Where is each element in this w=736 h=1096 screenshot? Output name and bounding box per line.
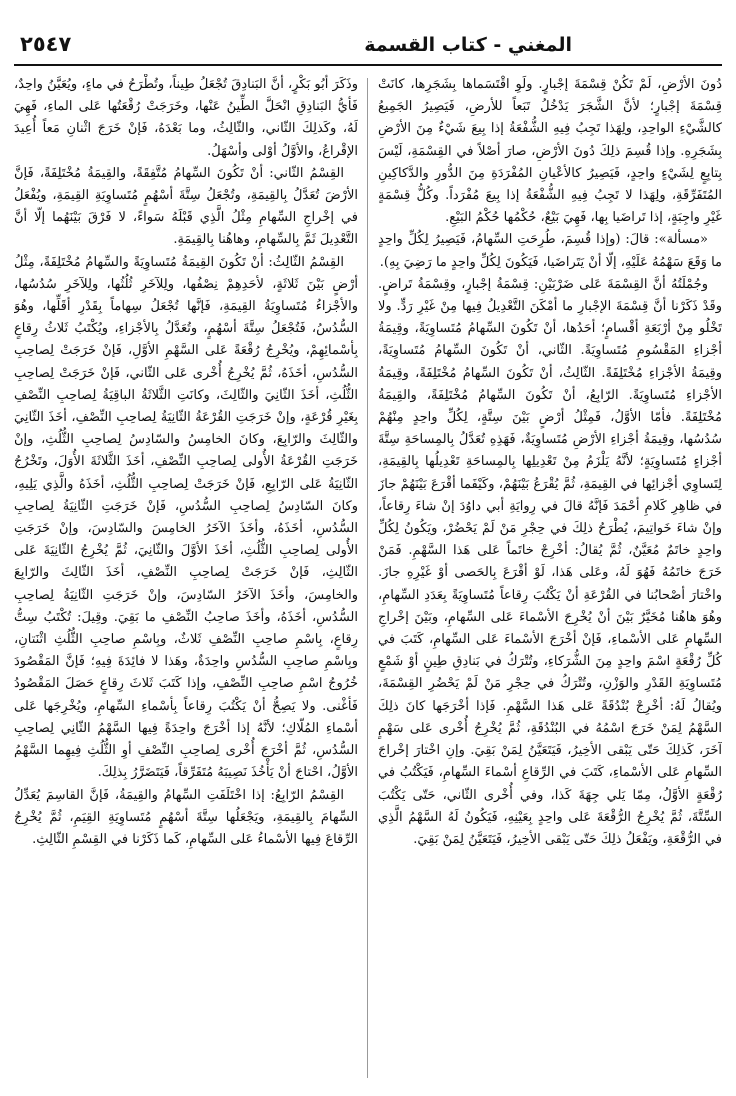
paragraph: القِسْمُ الثّاني: أنْ تَكُونَ السِّهامُ مُتَّفِقَةً، والقِيمَةُ مُخْتَلِفَةً، فَإنَّ الأرْضَ تُعَدَّلُ بِالقِيمَةِ، وتُجْعَلُ سِتَّةَ أسْهُمٍ مُتَساوِيَةِ القِيمَةِ، ويُفْعَلُ في إخْراجِ السِّهامِ مِثْلُ الَّذِي قَبْلَهُ سَواءً، لا فَرْقَ بَيْنَهُما إلّا أنَّ التَّعْدِيلَ ثَمَّ بِالسِّهامِ، وهاهُنا بِالقِيمَةِ. xyxy=(14,165,358,248)
right-column xyxy=(378,74,722,1084)
paragraph: القِسْمُ الرّابِعُ: إذا اخْتَلَفَتِ السِّهامُ والقِيمَةُ، فَإنَّ القاسِمَ يُعَدِّلُ السِّهامَ بِالقِيمَةِ، ويَجْعَلُها سِتَّةَ أسْهُمٍ مُتَساوِيَةِ القِيَمِ، ثُمَّ يُخْرِجُ الرِّقاعَ فِيها الأسْماءُ عَلى السِّهامِ، كَما ذَكَرْنا في القِسْمِ الثّالِثِ. xyxy=(14,787,358,847)
paragraph: القِسْمُ الثّالِثُ: أنْ تَكُونَ القِيمَةُ مُتَساوِيَةً والسِّهامُ مُخْتَلِفَةً، مِثْلُ أرْضٍ بَيْنَ ثَلاثَةٍ، لأحَدِهِمْ نِصْفُها، ولِلآخَرِ ثُلُثُها، ولِلآخَرِ سُدُسُها، والأجْزاءُ مُتَساوِيَةُ القِيمَةِ، فَإنَّها تُجْعَلُ سِهاماً بِقَدْرِ أقَلِّها، وهُوَ السُّدُسُ، فَتُجْعَلُ سِتَّةَ أسْهُمٍ، وتُعَدَّلُ بِالأجْزاءِ، ويُكْتَبُ ثَلاثُ رِقاعٍ بِأسْمائِهِمْ، ويُخْرِجُ رُقْعَةً عَلى السَّهْمِ الأوَّلِ، فَإنْ خَرَجَتْ لِصاحِبِ السُّدُسِ، أخَذَهُ، ثُمَّ يُخْرِجُ أُخْرى عَلى الثّاني، فَإنْ خَرَجَتْ لِصاحِبِ الثُّلُثِ، أخَذَ الثّانِيَ والثّالِثَ، وكانَتِ الثَّلاثَةُ الباقِيَةُ لِصاحِبِ النِّصْفِ بِغَيْرِ قُرْعَةٍ، وإنْ خَرَجَتِ القُرْعَةُ الثّانِيَةُ لِصاحِبِ النِّصْفِ، أخَذَ الثّانِيَ والثّالِثَ والرّابِعَ، وكانَ الخامِسُ والسّادِسُ لِصاحِبِ الثُّلُثِ، وإنْ خَرَجَتِ القُرْعَةُ الأُولى لِصاحِبِ النِّصْفِ، أخَذَ الثَّلاثَةَ الأُوَلَ، وتَخْرُجُ الثّانِيَةُ عَلى الرّابِعِ، فَإنْ خَرَجَتْ لِصاحِبِ الثُّلُثِ، أخَذَهُ والَّذِي يَلِيهِ، وكانَ السّادِسُ لِصاحِبِ السُّدُسِ، فَإنْ خَرَجَتِ الثّانِيَةُ لِصاحِبِ السُّدُسِ، أخَذَهُ، وأخَذَ الآخَرُ الخامِسَ والسّادِسَ، وإنْ خَرَجَتِ الأُولى لِصاحِبِ الثُّلُثِ، أخَذَ الأوَّلَ والثّانِيَ، ثُمَّ يُخْرِجُ الثّانِيَةَ عَلى الثّالِثِ، فَإنْ خَرَجَتْ لِصاحِبِ النِّصْفِ، أخَذَ الثّالِثَ والرّابِعَ والخامِسَ، وأخَذَ الآخَرُ السّادِسَ، وإنْ خَرَجَتِ الثّانِيَةُ لِصاحِبِ السُّدُسِ، أخَذَهُ، وأخَذَ صاحِبُ النِّصْفِ ما بَقِيَ. وقِيلَ: تُكْتَبُ سِتُّ رِقاعٍ، بِاسْمِ صاحِبِ النِّصْفِ ثَلاثٌ، وبِاسْمِ صاحِبِ الثُّلُثِ اثْنَتانِ، وبِاسْمِ صاحِبِ السُّدُسِ واحِدَةٌ، وهَذا لا فائِدَةَ فِيهِ؛ فَإنَّ المَقْصُودَ خُرُوجُ اسْمِ صاحِبِ النِّصْفِ، وإذا كَتَبَ ثَلاثَ رِقاعٍ حَصَلَ المَقْصُودُ فَأغْنى. ولا يَصِحُّ أنْ يَكْتُبَ رِقاعاً بِأسْماءِ السِّهامِ، ويُخْرِجَها عَلى أسْماءِ المُلّاكِ؛ لأنَّهُ إذا أخْرَجَ واحِدَةً فِيها السَّهْمُ الثّانِي لِصاحِبِ السُّدُسِ، ثُمَّ أخْرَجَ أُخْرى لِصاحِبِ النِّصْفِ أوِ الثُّلُثِ فِيهِما السَّهْمُ الأوَّلُ، احْتاجَ أنْ يَأْخُذَ نَصِيبَهُ مُتَفَرِّقاً، فَيَتَضَرَّرُ بِذلِكَ. xyxy=(14,254,358,781)
header-rule xyxy=(14,64,722,66)
left-column xyxy=(14,74,358,1084)
paragraph: «مسألة»: قالَ: (وإذا قُسِمَ، طُرِحَتِ السِّهامُ، فَيَصِيرُ لِكُلِّ واحِدٍ ما وَقَعَ سَهْمُهُ عَلَيْهِ، إلّا أنْ يَتَراضَيا، فَيَكُونَ لِكُلِّ واحِدٍ ما رَضِيَ بِهِ). xyxy=(378,232,722,270)
page-number: ٢٥٤٧ xyxy=(20,32,72,56)
paragraph: دُونَ الأرْضِ، لَمْ تَكُنْ قِسْمَةَ إجْبارٍ. ولَوِ اقْتَسَماها بِشَجَرِها، كانَتْ قِسْمَةَ إجْبارٍ؛ لأنَّ الشَّجَرَ يَدْخُلُ تَبَعاً للأرضِ، فَيَصِيرُ الجَمِيعُ كالشَّيْءِ الواحِدِ، ولِهَذا تَجِبُ فِيهِ الشُّفْعَةُ إذا بِيعَ شَيْءٌ مِنَ الأرْضِ بِشَجَرِهِ. وإذا قُسِمَ ذلِكَ دُونَ الأرْضِ، صارَ أصْلاً في القِسْمَةِ، لَيْسَ بِتابِعٍ لِشَيْءٍ واحِدٍ، فَيَصِيرُ كالأعْيانِ المُفْرَدَةِ مِنَ الدُّورِ والدَّكاكِينِ المُتَفَرِّقَةِ، ولِهَذا لا تَجِبُ فِيهِ الشُّفْعَةُ إذا بِيعَ مُفْرَداً. وكُلُّ قِسْمَةٍ غَيْرِ واجِبَةٍ، إذا تَراضَيا بِها، فَهِيَ بَيْعٌ، حُكْمُها حُكْمُ البَيْعِ. xyxy=(378,77,722,226)
running-title: المغني - كتاب القسمة xyxy=(364,34,572,56)
paragraph: وجُمْلَتُهُ أنَّ القِسْمَةَ عَلى ضَرْبَيْنِ: قِسْمَةُ إجْبارٍ، وقِسْمَةُ تَراضٍ. وقَدْ ذَكَرْنا أنَّ قِسْمَةَ الإجْبارِ ما أمْكَنَ التَّعْدِيلُ فِيها مِنْ غَيْرِ رَدٍّ. ولا تَخْلُو مِنْ أرْبَعَةِ أقْسامٍ؛ أحَدُها، أنْ تَكُونَ السِّهامُ مُتَساوِيَةً، وقِيمَةُ أجْزاءِ المَقْسُومِ مُتَساوِيَةً. الثّاني، أنْ تَكُونَ السِّهامُ مُتَساوِيَةً، وقِيمَةُ الأجْزاءِ مُخْتَلِفَةً. الثّالِثُ، أنْ تَكُونَ السِّهامُ مُخْتَلِفَةً، وقِيمَةُ الأجْزاءِ مُتَساوِيَةً. الرّابِعُ، أنْ تَكُونَ السِّهامُ مُخْتَلِفَةً، والقِيمَةُ مُخْتَلِفَةً. فأمّا الأوَّلُ، فَمِثْلُ أرْضٍ بَيْنَ سِتَّةٍ، لِكُلِّ واحِدٍ مِنْهُمْ سُدُسُها، وقِيمَةُ أجْزاءِ الأرْضِ مُتَساوِيَةٌ، فَهَذِهِ تُعَدَّلُ بِالمِساحَةِ سِتَّةَ أجْزاءٍ مُتَساوِيَةٍ؛ لأنَّهُ يَلْزَمُ مِنْ تَعْدِيلِها بِالمِساحَةِ تَعْدِيلُها بِالقِيمَةِ، لِتَساوِي أجْزائِها في القِيمَةِ، ثُمَّ يُقْرَعُ بَيْنَهُمْ، وكَيْفَما أقْرَعَ بَيْنَهُمْ جازَ في ظاهِرِ كَلامِ أحْمَدَ فَإنَّهُ قالَ في رِوايَةِ أبي داوُدَ إنْ شاءَ رِقاعاً، وإنْ شاءَ خَواتِيمَ، يُطْرَحُ ذلِكَ في حِجْرِ مَنْ لَمْ يَحْضُرْ، ويَكُونُ لِكُلِّ واحِدٍ خاتَمٌ مُعَيَّنٌ، ثُمَّ يُقالُ: أخْرِجْ خاتَماً عَلى هَذا السَّهْمِ. فَمَنْ خَرَجَ خاتَمُهُ فَهُوَ لَهُ، وعَلى هَذا، لَوْ أقْرَعَ بِالحَصى أوْ غَيْرِهِ جازَ. واخْتارَ أصْحابُنا في القُرْعَةِ أنْ يَكْتُبَ رِقاعاً مُتَساوِيَةً بِعَدَدِ السِّهامِ، وهُوَ هاهُنا مُخَيَّرٌ بَيْنَ أنْ يُخْرِجَ الأسْماءَ عَلى السِّهامِ، وبَيْنَ إخْراجِ السِّهامِ عَلى الأسْماءِ، فَإنْ أخْرَجَ الأسْماءَ عَلى السِّهامِ، كَتَبَ في كُلِّ رُقْعَةٍ اسْمَ واحِدٍ مِنَ الشُّرَكاءِ، وتُتْرَكُ في بَنادِقِ طِينٍ أوْ شَمْعٍ مُتَساوِيَةِ القَدْرِ والوَزْنِ، وتُتْرَكُ في حِجْرِ مَنْ لَمْ يَحْضُرِ القِسْمَةَ، ويُقالُ لَهُ: أخْرِجْ بُنْدُقَةً عَلى هَذا السَّهْمِ. فَإذا أخْرَجَها كانَ ذلِكَ السَّهْمُ لِمَنْ خَرَجَ اسْمُهُ في البُنْدُقَةِ، ثُمَّ يُخْرِجُ أُخْرى عَلى سَهْمٍ آخَرَ، كَذلِكَ حَتّى يَبْقى الأخِيرُ، فَيَتَعَيَّنُ لِمَنْ بَقِيَ. وإنِ اخْتارَ إخْراجَ السِّهامِ عَلى الأسْماءِ، كَتَبَ في الرِّقاعِ أسْماءَ السِّهامِ، فَيَكْتُبُ في رُقْعَةٍ الأوَّلُ، مِمّا يَلي جِهَةَ كَذا، وفي أُخْرى الثّاني، حَتّى يَكْتُبَ السِّتَّةَ، ثُمَّ يُخْرِجُ الرُّقْعَةَ عَلى واحِدٍ بِعَيْنِهِ، فَيَكُونُ لَهُ السَّهْمُ الَّذِي في الرُّقْعَةِ، ويَفْعَلُ ذلِكَ حَتّى يَبْقى الأخِيرُ، فَيَتَعَيَّنُ لِمَنْ بَقِيَ. xyxy=(378,276,722,847)
column-divider xyxy=(367,78,368,1078)
page-header xyxy=(14,28,722,68)
paragraph: وذَكَرَ أبُو بَكْرٍ، أنَّ البَنادِقَ تُجْعَلُ طِيناً، وتُطْرَحُ في ماءٍ، ويُعَيَّنُ واحِدٌ، فَأيُّ البَنادِقِ انْحَلَّ الطِّينُ عَنْها، وخَرَجَتْ رُقْعَتُها عَلى الماءِ، فَهِيَ لَهُ، وكَذلِكَ الثّاني، والثّالِثُ، وما بَعْدَهُ، فَإنْ خَرَجَ اثْنانِ مَعاً أُعِيدَ الإقْراعُ، والأوَّلُ أوْلى وأسْهَلُ. xyxy=(14,77,358,159)
